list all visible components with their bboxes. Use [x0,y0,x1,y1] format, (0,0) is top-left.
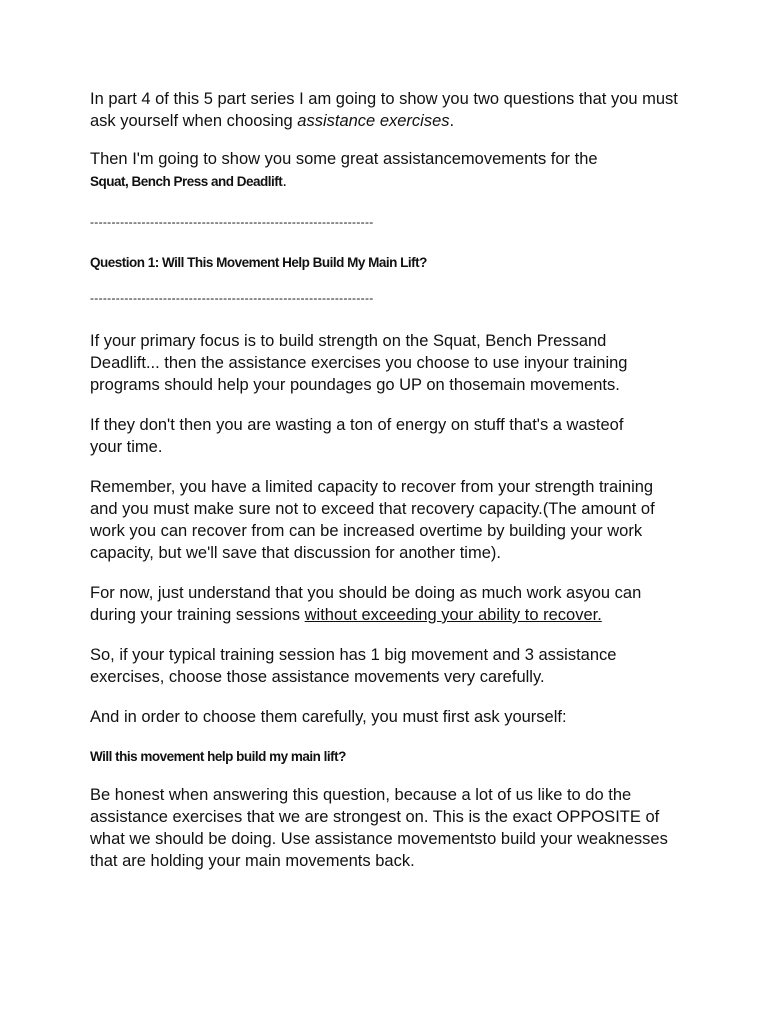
paragraph-7: Be honest when answering this question, because a lot of us like to do the assistance exercises that we are strongest on. This is the exact OPPOSITE of what we should be doing. Use assistance movementsto build your weaknesses that are holding your main movements back. [90,786,668,870]
paragraph-4 [90,582,690,626]
intro-paragraph [90,88,690,132]
intro2-period: . [282,172,287,190]
divider-top: ------------------------------------------------------------------ [90,215,374,229]
question-repeat: Will this movement help build my main lift? [90,749,346,764]
paragraph-4-text: For now, just understand that you should be doing as much work asyou can during your training sessions [90,584,642,624]
document-page [90,88,690,872]
intro-period: . [449,112,455,130]
paragraph-6: And in order to choose them carefully, you must first ask yourself: [90,708,567,726]
question-heading: Question 1: Will This Movement Help Build My Main Lift? [90,255,427,270]
intro2-text: Then I'm going to show you some great assistancemovements for the [90,150,598,168]
paragraph-3: Remember, you have a limited capacity to recover from your strength training and you must make sure not to exceed that recovery capacity.(The amount of work you can recover from can be increased overtime by building your work capacity, but we'll save that discussion for another time). [90,478,655,562]
intro2-paragraph [90,148,690,192]
intro-italic-term: assistance exercises [297,112,450,130]
lifts-bold-text: Squat, Bench Press and Deadlift [90,174,283,189]
paragraph-2: If they don't then you are wasting a ton of energy on stuff that's a wasteof your time. [90,416,624,456]
paragraph-5: So, if your typical training session has 1 big movement and 3 assistance exercises, choose those assistance movements very carefully. [90,646,617,686]
paragraph-4-underlined: without exceeding your ability to recover. [304,606,602,624]
paragraph-1: If your primary focus is to build strength on the Squat, Bench Pressand Deadlift... then the assistance exercises you choose to use inyour training programs should help your poundages go UP on thosemain movements. [90,332,628,394]
intro-text: In part 4 of this 5 part series I am going to show you two questions that you must ask yourself when choosing [90,90,678,130]
divider-bottom: ------------------------------------------------------------------ [90,291,374,305]
